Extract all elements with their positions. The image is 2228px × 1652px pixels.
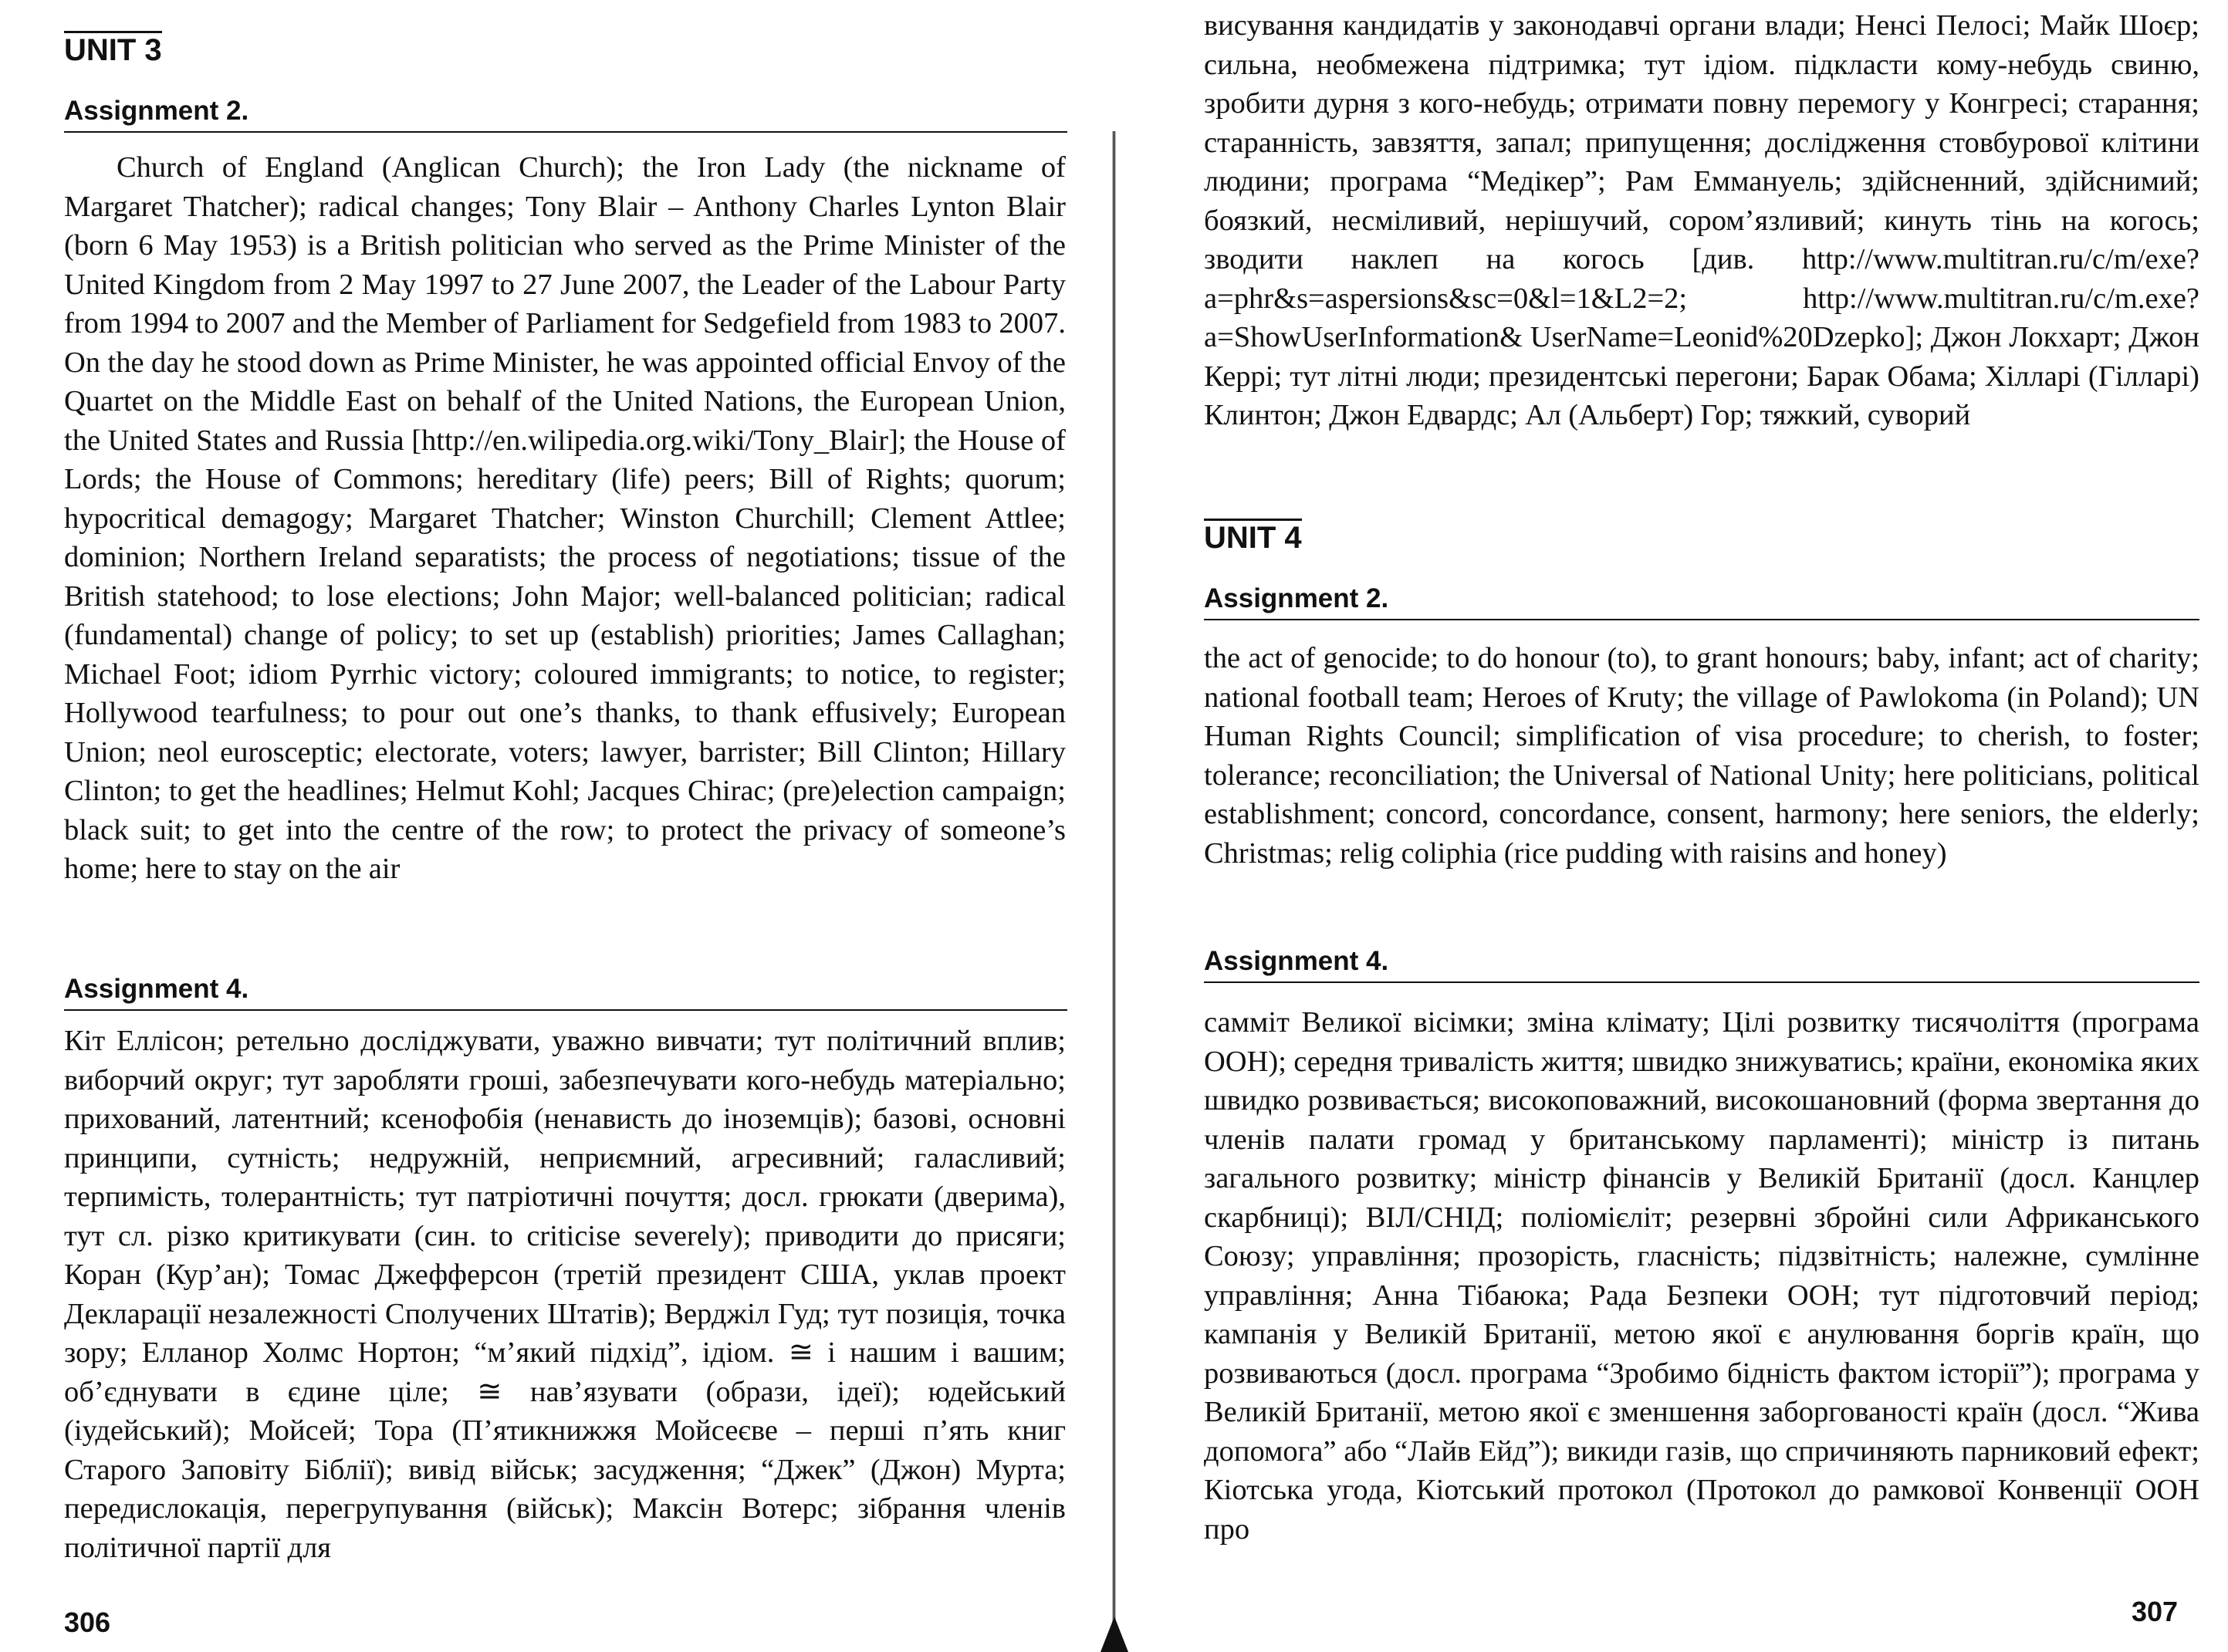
unit-4-title: UNIT 4 bbox=[1204, 519, 1302, 557]
right-continued-paragraph: висування кандидатів у законодавчі органи влади; Ненсі Пелосі; Майк Шоєр; сильна, необмежена підтримка; тут ідіом. підкласти кому-небудь свиню, зробити дурня з кого-небудь; отримати повну перемогу у Конгресі; старання; старанність, завзяття, запал; припущення; дослідження стовбурової клітини людини; програма “Медікер”; Рам Еммануель; здійсненний, здійснимий; боязкий, несміливий, нерішучий, сором’язливий; кинуть тінь на когось; зводити наклеп на когось [див. http://www.multitran.ru/c/m/exe?a=phr&s=aspersions&sc=0&l=1&L2=2; http://www.multitran.ru/c/m.exe?a=ShowUserInformation& UserName=Leonid%20Dzepko]; Джон Локхарт; Джон Керрі; тут літні люди; президентські перегони; Барак Обама; Хілларі (Гілларі) Клинтон; Джон Едвардс; Ал (Альберт) Гор; тяжкий, суворий bbox=[1204, 9, 2199, 431]
left-assignment-2-text bbox=[64, 148, 1066, 889]
right-assignment-4-paragraph: самміт Великої вісімки; зміна клімату; Цілі розвитку тисячоліття (програма ООН); середня тривалість життя; швидко знижуватись; країни, економіка яких швидко розвивається; високоповажний, високошановний (форма звертання до членів палати громад у британському парламенті); міністр із питань загального розвитку; міністр фінансів у Великій Британії (досл. Канцлер скарбниці); ВІЛ/СНІД; поліомієліт; резервні збройні сили Африканського Союзу; управління; прозорість, гласність; підзвітність; належне, сумлінне управління; Анна Тібаюка; Рада Безпеки ООН; тут підготовчий період; кампанія у Великій Британії, метою якої є анулювання боргів країн, що розвиваються (досл. програма “Зробимо бідність фактом історії”); програма у Великій Британії, метою якої є зменшення заборгованості країн (досл. “Жива допомога” або “Лайв Ейд”); викиди газів, що спричиняють парниковий ефект; Кіотська угода, Кіотський протокол (Протокол до рамкової Конвенції ООН про bbox=[1204, 1006, 2199, 1546]
left-assignment-2-paragraph: Church of England (Anglican Church); the Iron Lady (the nickname of Margaret Thatcher); radical changes; Tony Blair – Anthony Charles Lynton Blair (born 6 May 1953) is a British politician who served as the Prime Minister of the United Kingdom from 2 May 1997 to 27 June 2007, the Leader of the Labour Party from 1994 to 2007 and the Member of Parliament for Sedgefield from 1983 to 2007. On the day he stood down as Prime Minister, he was appointed official Envoy of the Quartet on the Middle East on behalf of the United Nations, the European Union, the United States and Russia [http://en.wilipedia.org.wiki/Tony_Blair]; the House of Lords; the House of Commons; hereditary (life) peers; Bill of Rights; quorum; hypocritical demagogy; Margaret Thatcher; Winston Churchill; Clement Attlee; dominion; Northern Ireland separatists; the process of negotiations; tissue of the British statehood; to lose elections; John Major; well-balanced politician; radical (fundamental) change of policy; to set up (establish) priorities; James Callaghan; Michael Foot; idiom Pyrrhic victory; coloured immigrants; to notice, to register; Hollywood tearfulness; to pour out one’s thanks, to thank effusively; European Union; neol eurosceptic; electorate, voters; lawyer, barrister; Bill Clinton; Hillary Clinton; to get the headlines; Helmut Kohl; Jacques Chirac; (pre)election campaign; black suit; to get into the centre of the row; to protect the privacy of someone’s home; here to stay on the air bbox=[64, 151, 1066, 885]
unit-3-title: UNIT 3 bbox=[64, 31, 162, 69]
right-assignment-2-text bbox=[1204, 639, 2199, 873]
right-assignment-4-text bbox=[1204, 1003, 2199, 1549]
right-assignment-2-heading: Assignment 2. bbox=[1204, 583, 2199, 620]
page-number-307: 307 bbox=[2132, 1596, 2179, 1627]
left-assignment-4-text bbox=[64, 1022, 1066, 1567]
left-assignment-4-paragraph: Кіт Еллісон; ретельно досліджувати, уважно вивчати; тут політичний вплив; виборчий округ; тут заробляти гроші, забезпечувати кого-небудь матеріально; прихований, латентний; ксенофобія (ненависть до іноземців); базові, основні принципи, сутність; недружній, неприємний, агресивний; галасливий; терпимість, толерантність; тут патріотичні почуття; досл. грюкати (дверима), тут сл. різко критикувати (син. to criticise severely); приводити до присяги; Коран (Кур’ан); Томас Джефферсон (третій президент США, уклав проект Декларації незалежності Сполучених Штатів); Верджіл Гуд; тут позиція, точка зору; Елланор Холмс Нортон; “м’який підхід”, ідіом. ≅ і нашим і вашим; об’єднувати в єдине ціле; ≅ нав’язувати (образи, ідеї); юдейський (іудейський); Мойсей; Тора (П’ятикнижжя Мойсеєве – перші п’ять книг Старого Заповіту Біблії); вивід військ; засудження; “Джек” (Джон) Мурта; передислокація, перегрупування (військ); Максін Вотерс; зібрання членів політичної партії для bbox=[64, 1025, 1066, 1564]
right-assignment-4-heading: Assignment 4. bbox=[1204, 946, 2199, 983]
right-assignment-2-paragraph: the act of genocide; to do honour (to), to grant honours; baby, infant; act of charity; national football team; Heroes of Kruty; the village of Pawlokoma (in Poland); UN Human Rights Council; simplification of visa procedure; to cherish, to foster; tolerance; reconciliation; the Universal of National Unity; here politicians, political establishment; concord, concordance, consent, harmony; here seniors, the elderly; Christmas; relig coliphia (rice pudding with raisins and honey) bbox=[1204, 642, 2199, 870]
left-assignment-4-heading: Assignment 4. bbox=[64, 974, 1067, 1011]
right-page bbox=[1114, 0, 2228, 1652]
left-assignment-2-heading: Assignment 2. bbox=[64, 96, 1067, 133]
right-continued-text bbox=[1204, 6, 2199, 435]
page-number-306: 306 bbox=[64, 1606, 111, 1638]
